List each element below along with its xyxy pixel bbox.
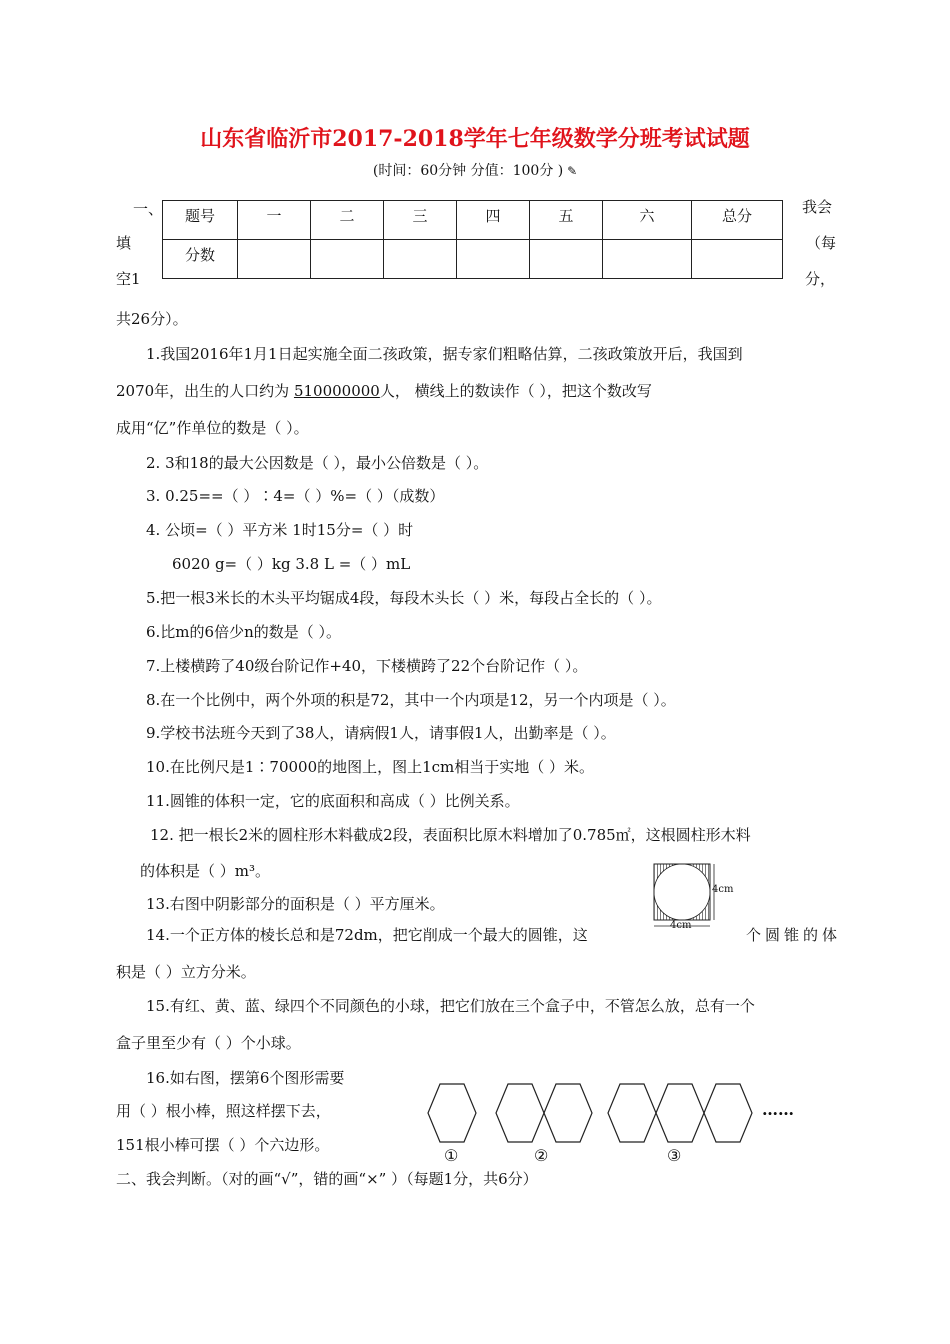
question-12-line-b: 的体积是（ ）m³。: [140, 862, 271, 880]
question-7: 7.上楼横跨了40级台阶记作+40，下楼横跨了22个台阶记作（ ）。: [146, 657, 588, 675]
question-16-line-a: 16.如右图，摆第6个图形需要: [146, 1069, 345, 1087]
side-length-label: 4cm: [712, 884, 734, 895]
score-input-cell[interactable]: [457, 240, 530, 279]
hexagon-figure-1: [428, 1084, 476, 1142]
table-cell: 一: [238, 201, 311, 240]
question-1-line-c: 成用“亿”作单位的数是（ ）。: [116, 419, 309, 437]
score-input-cell[interactable]: [530, 240, 603, 279]
question-15-line-b: 盒子里至少有（ ）个小球。: [116, 1034, 301, 1052]
score-input-cell[interactable]: [238, 240, 311, 279]
question-5: 5.把一根3米长的木头平均锯成4段，每段木头长（ ）米，每段占全长的（ ）。: [146, 589, 662, 607]
hexagon-figure-2b: [544, 1084, 592, 1142]
section1-left-c: 空1: [116, 270, 141, 288]
hexagon-pattern-figure: [420, 1078, 820, 1168]
question-6: 6.比m的6倍少n的数是（ ）。: [146, 623, 342, 641]
ellipsis: ……: [762, 1100, 794, 1119]
section1-left-b: 填: [116, 234, 132, 252]
table-cell: 三: [384, 201, 457, 240]
question-1-line-a: 1.我国2016年1月1日起实施全面二孩政策，据专家们粗略估算，二孩政策放开后，我国到: [146, 345, 743, 363]
bottom-length-label: 4cm: [670, 920, 692, 931]
score-input-cell[interactable]: [692, 240, 783, 279]
question-2: 2. 3和18的最大公因数是（ ），最小公倍数是（ ）。: [146, 454, 489, 472]
hexagon-figure-3b: [656, 1084, 704, 1142]
table-cell: 五: [530, 201, 603, 240]
figure-label-3: ③: [667, 1146, 682, 1165]
section1-right-a: 我会: [802, 198, 833, 216]
exam-info: (时间：60分钟 分值：100分 ) ✎: [372, 163, 578, 179]
shaded-area-figure: [648, 860, 748, 940]
score-table-header-row: [163, 201, 783, 240]
score-input-cell[interactable]: [384, 240, 457, 279]
page-title: 山东省临沂市2017-2018学年七年级数学分班考试试题: [200, 126, 750, 152]
table-cell: 四: [457, 201, 530, 240]
question-10: 10.在比例尺是1∶70000的地图上，图上1cm相当于实地（ ）米。: [146, 758, 595, 776]
decoration-icon: ✎: [563, 164, 578, 178]
question-15-line-a: 15.有红、黄、蓝、绿四个不同颜色的小球，把它们放在三个盒子中，不管怎么放，总有一个: [146, 997, 755, 1015]
section1-left-a: 一、: [133, 200, 164, 218]
score-table-score-row: [163, 240, 783, 279]
table-cell: 二: [311, 201, 384, 240]
section1-tail: 共26分）。: [116, 310, 188, 328]
question-4-line-b: 6020 g=（ ）kg 3.8 L =（ ）mL: [172, 555, 411, 573]
figure-label-1: ①: [444, 1146, 459, 1165]
question-3: 3. 0.25==（ ）∶4=（ ）%=（ ）（成数）: [146, 487, 445, 505]
question-1-line-b: 2070年，出生的人口约为 510000000人， 横线上的数读作（ ），把这个数改写: [116, 382, 652, 400]
table-cell: 分数: [163, 240, 238, 279]
section2-heading: 二、我会判断。（对的画“√”，错的画“×” ）（每题1分，共6分）: [116, 1170, 538, 1188]
left-shaded-region: [654, 864, 682, 920]
question-4-line-a: 4. 公顷=（ ）平方米 1时15分=（ ）时: [146, 521, 414, 539]
underlined-number: 510000000: [293, 382, 380, 400]
question-8: 8.在一个比例中，两个外项的积是72，其中一个内项是12，另一个内项是（ ）。: [146, 691, 676, 709]
question-12-line-a: 12. 把一根长2米的圆柱形木料截成2段，表面积比原木料增加了0.785㎡，这根圆柱形木料: [150, 826, 751, 844]
score-input-cell[interactable]: [311, 240, 384, 279]
question-16-line-b: 用（ ）根小棒，照这样摆下去，: [116, 1102, 331, 1120]
question-14-line-b: 积是（ ）立方分米。: [116, 963, 256, 981]
hexagon-figure-3a: [608, 1084, 656, 1142]
score-input-cell[interactable]: [603, 240, 692, 279]
table-cell: 总分: [692, 201, 783, 240]
right-shaded-region: [682, 864, 710, 920]
question-9: 9.学校书法班今天到了38人，请病假1人，请事假1人，出勤率是（ ）。: [146, 724, 616, 742]
score-table: [162, 200, 783, 279]
question-16-line-c: 151根小棒可摆（ ）个六边形。: [116, 1136, 330, 1154]
hexagon-figure-2a: [496, 1084, 544, 1142]
question-14-line-a: 14.一个正方体的棱长总和是72dm，把它削成一个最大的圆锥，这: [146, 926, 588, 944]
hexagon-figure-3c: [704, 1084, 752, 1142]
table-cell: 六: [603, 201, 692, 240]
section1-right-b: （每: [806, 234, 837, 252]
figure-label-2: ②: [534, 1146, 549, 1165]
question-11: 11.圆锥的体积一定，它的底面积和高成（ ）比例关系。: [146, 792, 520, 810]
question-13: 13.右图中阴影部分的面积是（ ）平方厘米。: [146, 895, 445, 913]
section1-right-c: 分，: [805, 270, 836, 288]
table-cell: 题号: [163, 201, 238, 240]
question-14-line-a2: 个圆锥的体: [746, 926, 842, 944]
